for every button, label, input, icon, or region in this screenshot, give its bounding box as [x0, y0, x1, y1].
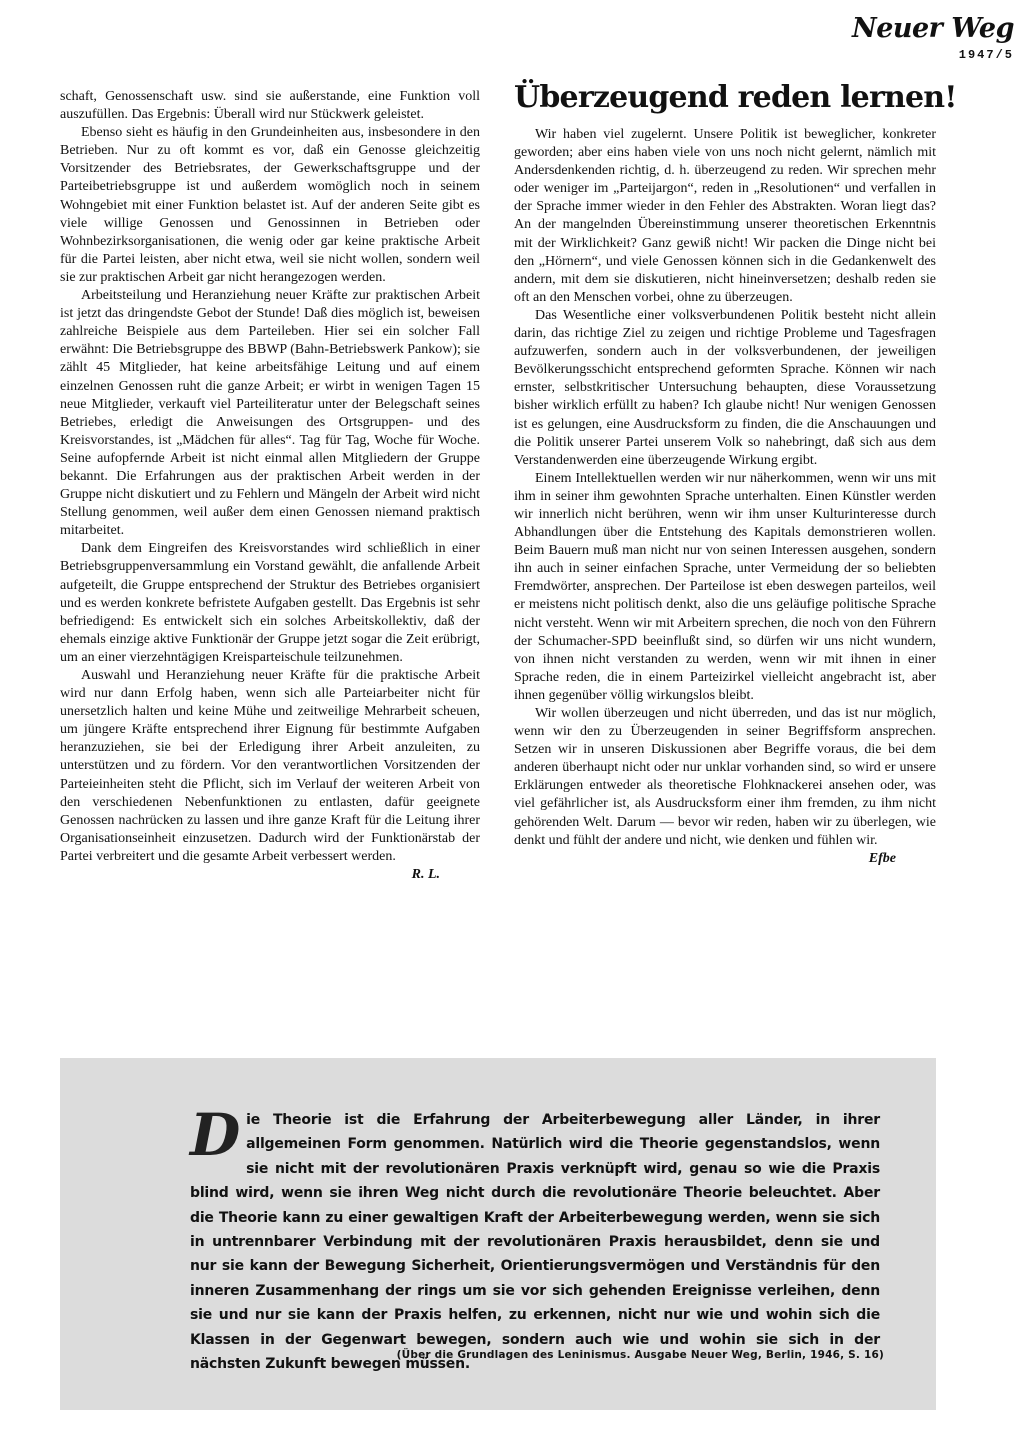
article-paragraph: Dank dem Eingreifen des Kreisvorstandes wird schließlich in einer Betriebsgruppenversammlung ein Vorstand gewählt, die anfallende Arbeit aufgeteilt, die Gruppe entsprechend der Struktur des Betriebes organisiert und es werden konkrete befristete Aufgaben gestellt. Das Ergebnis ist sehr befriedigend: Es entwickelt sich ein solches Arbeitskollektiv, daß der ehemals einzige aktive Funktionär der Gruppe jetzt sogar die Zeit erübrigt, um an einer vierzehntägigen Kreisparteischule teilzunehmen. — [60, 541, 480, 665]
article-paragraph — [514, 705, 936, 866]
article-paragraph-text: Wir wollen überzeugen und nicht überreden, und das ist nur möglich, wenn wir den zu Überzeugenden in seiner Begriffsform ansprechen. Setzen wir in unseren Diskussionen aber Begriffe voraus, die bei dem anderen überhaupt nicht oder nur unklar vorhanden sind, so wird er unsere Erklärungen entweder als theoretische Flohknackerei ansehen oder, was viel gefährlicher ist, als Ausdrucksform einer ihm fremden, zu ihm nicht gehörenden Welt. Darum — bevor wir reden, haben wir zu überlegen, wie denkt und fühlt der andere und nicht, wie denken und fühlen wir. — [514, 706, 936, 848]
quote-initial: D — [190, 1101, 241, 1169]
article-paragraph — [60, 667, 480, 883]
article-paragraph: Das Wesentliche einer volksverbundenen Politik besteht nicht allein darin, das richtige Ziel zu zeigen und richtige Probleme und Tagesfragen aufzuwerfen, sondern auch in der volksverbundenen, der jeweiligen Bevölkerungsschicht entsprechend geformten Sprache. Können wir nach ernster, selbstkritischer Untersuchung behaupten, diese Voraussetzung bisher wirklich erfüllt zu haben? Ich glaube nicht! Nur wenigen Genossen ist es gelungen, eine Ausdrucksform zu finden, die die Anschauungen und die Politik unserer Partei unserem Volk so nahebringt, daß sich aus dem Verstandenwerden eine überzeugende Wirkung ergibt. — [514, 307, 936, 468]
article-paragraph: Arbeitsteilung und Heranziehung neuer Kräfte zur praktischen Arbeit ist jetzt das dringendste Gebot der Stunde! Daß dies möglich ist, beweisen zahlreiche Beispiele aus dem Parteileben. Hier sei ein solcher Fall erwähnt: Die Betriebsgruppe des BBWP (Bahn-Betriebswerk Pankow); sie zählt 45 Mitglieder, hat keine arbeitsfähige Leitung und auf einem einzelnen Genossen ruht die ganze Arbeit; er wirbt in wenigen Tagen 15 neue Mitglieder, verkauft viel Parteiliteratur unter der Belegschaft seines Betriebes, erledigt die Anweisungen des Ortsgruppen- und des Kreisvorstandes, ist „Mädchen für alles“. Tag für Tag, Woche für Woche. Seine aufopfernde Arbeit ist nicht einmal allen Mitgliedern der Gruppe bekannt. Die Erfahrungen aus der praktischen Arbeit werden in der Gruppe nicht diskutiert und zu Fehlern und Mängeln der Arbeit wird nicht Stellung genommen, weil außer dem einen Genossen niemand praktisch mitarbeitet. — [60, 288, 480, 539]
quote-body: ie Theorie ist die Erfahrung der Arbeiterbewegung aller Länder, in ihrer allgemeinen Form genommen. Natürlich wird die Theorie gegenstandslos, wenn sie nicht mit der revolutionären Praxis verknüpft wird, genau so wie die Praxis blind wird, wenn sie ihren Weg nicht durch die revolutionäre Theorie beleuchtet. Aber die Theorie kann zu einer gewaltigen Kraft der Arbeiterbewegung werden, wenn sie sich in untrennbarer Verbindung mit der revolutionären Praxis herausbildet, denn sie und nur sie kann der Bewegung Sicherheit, Orientierungsvermögen und Verständnis für den inneren Zusammenhang der rings um sie vor sich gehenden Ereignisse verleihen, denn sie und nur sie kann der Praxis helfen, zu erkennen, nicht nur wie und wohin sich die Klassen in der Gegenwart bewegen, sondern auch wie und wohin sie sich in der nächsten Zukunft bewegen müssen. — [190, 1112, 880, 1373]
author-signature: Efbe — [868, 850, 896, 866]
article-paragraph: Ebenso sieht es häufig in den Grundeinheiten aus, insbesondere in den Betrieben. Nur zu oft kommt es vor, daß ein Genosse gleichzeitig Vorsitzender des Betriebsrates, der Gewerkschaftsgruppe und der Parteibetriebsgruppe ist und außerdem womöglich noch in seinem Wohngebiet mit einer Funktion belastet ist. Auf der anderen Seite gibt es viele willige Genossen und Genossinnen in Betrieben oder Wohnbezirksorganisationen, die wenig oder gar keine praktische Arbeit für die Partei leisten, aber nicht etwa, weil sie nicht wollen, sondern weil sie zur praktischen Arbeit gar nicht herangezogen werden. — [60, 125, 480, 285]
author-signature: R. L. — [411, 867, 440, 883]
quote-text — [190, 1101, 880, 1376]
masthead — [852, 14, 1014, 62]
masthead-title: Neuer Weg — [852, 13, 1014, 44]
left-column-article — [60, 88, 480, 884]
issue-number: 1947/5 — [958, 48, 1014, 62]
right-column-article — [514, 80, 957, 868]
quote-source: (Über die Grundlagen des Leninismus. Ausgabe Neuer Weg, Berlin, 1946, S. 16) — [396, 1349, 884, 1361]
article-paragraph-text: Auswahl und Heranziehung neuer Kräfte für die praktische Arbeit wird nur dann Erfolg haben, wenn sich alle Parteiarbeiter nicht für unersetzlich halten und keine Mühe und zeitweilige Mehrarbeit scheuen, um jüngere Kräfte entsprechend ihrer Eignung für bestimmte Aufgaben heranzuziehen, sie bei der Erledigung ihrer Arbeit anzuleiten, zu unterstützen und zu fördern. Vor den verantwortlichen Vorsitzenden der Parteieinheiten steht die Pflicht, sich im Verlauf der weiteren Arbeit von den verschiedenen Nebenfunktionen zu entlasten, dafür geeignete Genossen nachrücken zu lassen und ihre ganze Kraft für die Leitung ihrer Organisationseinheit einzusetzen. Dadurch wird der Funktionärstab der Partei verbreitert und die gesamte Arbeit verbessert werden. — [60, 668, 480, 864]
article-paragraph: Wir haben viel zugelernt. Unsere Politik ist beweglicher, konkreter geworden; aber eins haben viele von uns noch nicht gelernt, nämlich mit Andersdenkenden richtig, d. h. überzeugend zu reden. Wir sprechen mehr oder weniger im „Parteijargon“, reden in „Resolutionen“ und verfallen in der Sprache immer wieder in den Fehler des Abstrakten. Woran liegt das? An der mangelnden Übereinstimmung unserer theoretischen Erkenntnis mit der Wirklichkeit? Ganz gewiß nicht! Wir packen die Dinge nicht bei den „Hörnern“, und viele Genossen können sich in die Gedankenwelt des andern, mit dem sie diskutieren, nicht hineinversetzen; deshalb reden sie oft an den Menschen vorbei, ohne zu überzeugen. — [514, 127, 936, 305]
article-headline: Überzeugend reden lernen! — [514, 80, 957, 115]
lenin-quote-box — [60, 1058, 936, 1410]
article-paragraph: schaft, Genossenschaft usw. sind sie außerstande, eine Funktion voll auszufüllen. Das Ergebnis: Überall wird nur Stückwerk geleistet. — [60, 89, 480, 123]
article-paragraph: Einem Intellektuellen werden wir nur näherkommen, wenn wir uns mit ihm in seiner ihm gewohnten Sprache unterhalten. Einen Künstler werden wir innerlich nicht berühren, wenn wir ihm unser Kulturinteresse durch Abhandlungen über die Entstehung des Kapitals demonstrieren wollen. Beim Bauern muß man nicht nur von seinen Interessen ausgehen, sondern ihn auch in seiner einfachen Sprache, unter Vermeidung der so beliebten Fremdwörter, ansprechen. Der Parteilose ist eben deswegen parteilos, weil er meistens nicht politisch denkt, also die uns geläufige politische Sprache nicht versteht. Wenn wir mit Arbeitern sprechen, die noch von den Führern der Schumacher-SPD beeinflußt sind, so dürfen wir uns nicht wundern, von ihnen nicht verstanden zu werden, wenn wir mit ihnen in einer Sprache reden, die in einem Parteizirkel vielleicht angebracht ist, aber ihnen gegenüber völlig wirkungslos bleibt. — [514, 470, 936, 703]
